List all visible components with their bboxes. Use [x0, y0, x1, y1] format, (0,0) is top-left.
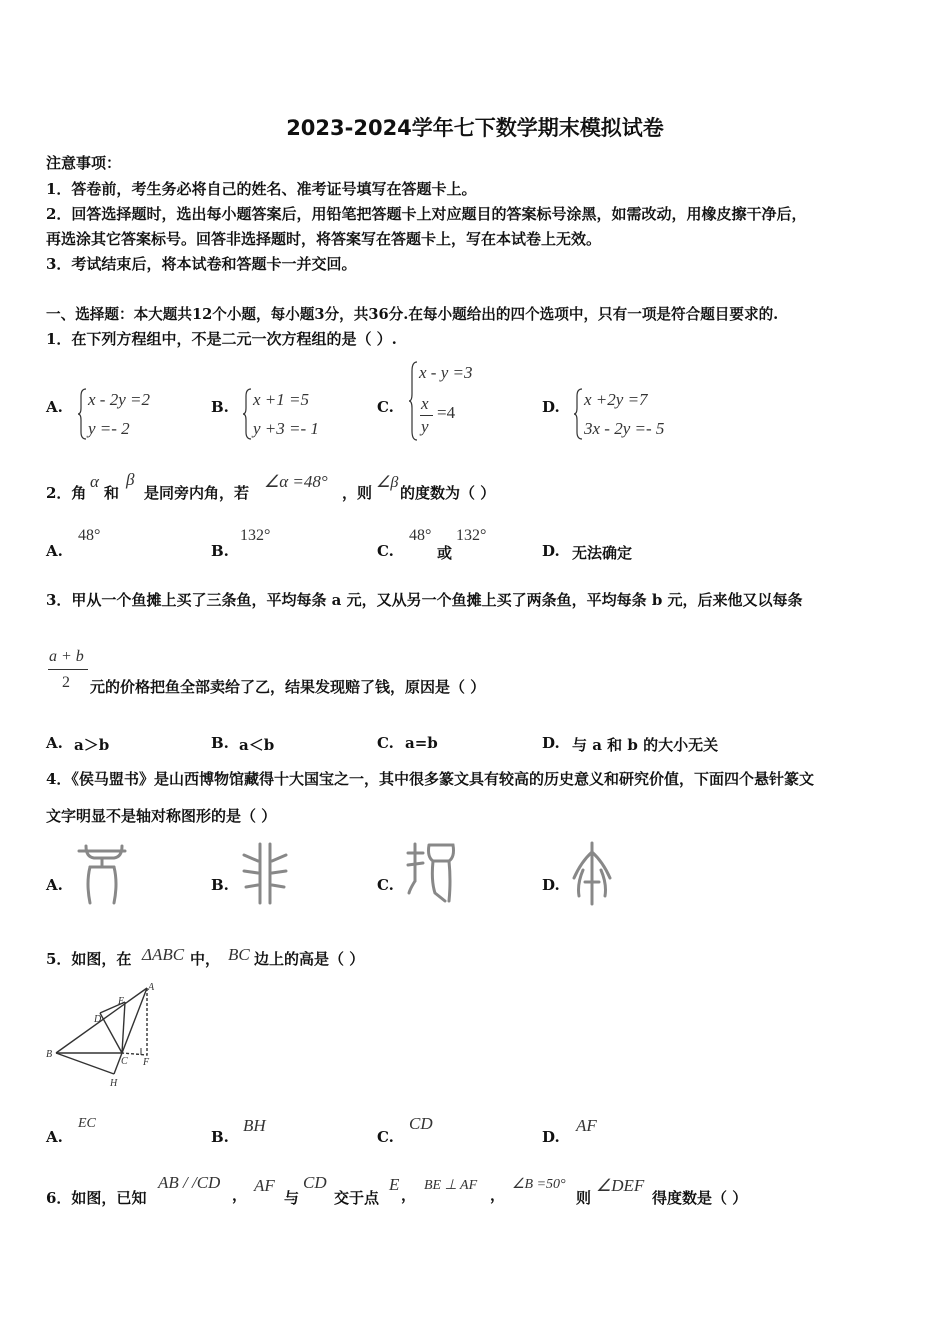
q2-option-c-label: C. [377, 542, 394, 560]
svg-text:E: E [118, 996, 125, 1007]
q2-option-c-value-1: 48° [409, 527, 432, 544]
q3-option-c: a=b [405, 734, 438, 752]
q3-option-d: 与 a 和 b 的大小无关 [572, 736, 719, 754]
brace-icon [409, 361, 418, 441]
q5-triangle-figure [44, 980, 160, 1092]
q5-option-c: CD [409, 1114, 433, 1133]
q5-option-a: EC [78, 1116, 96, 1131]
q4-line2: 文字明显不是轴对称图形的是（ ） [46, 807, 277, 825]
q2-option-b: 132° [240, 527, 271, 544]
q2-option-d: 无法确定 [572, 544, 633, 562]
q5-option-c-label: C. [377, 1128, 394, 1146]
brace-icon [78, 388, 87, 440]
brace-icon [243, 388, 252, 440]
q2-option-a-label: A. [46, 542, 63, 560]
q2-option-c-or: 或 [437, 544, 453, 562]
q2-option-d-label: D. [542, 542, 560, 560]
q3-option-a: a＞b [74, 736, 110, 754]
q3-option-b-label: B. [211, 734, 229, 752]
q3-line1: 3．甲从一个鱼摊上买了三条鱼，平均每条 a 元，又从另一个鱼摊上买了两条鱼，平均每条 b 元，后来他又以每条 [46, 591, 803, 609]
q5-option-d-label: D. [542, 1128, 560, 1146]
q3-option-c-label: C. [377, 734, 394, 752]
notice-item-2: 2．回答选择题时，选出每小题答案后，用铅笔把答题卡上对应题目的答案标号涂黑，如需改动，用橡皮擦干净后， [46, 205, 807, 223]
q3-option-a-label: A. [46, 734, 63, 752]
q1-option-d-label: D. [542, 398, 560, 416]
page-title: 2023-2024学年七下数学期末模拟试卷 [286, 116, 664, 140]
q4-option-c-label: C. [377, 876, 394, 894]
notice-heading: 注意事项： [46, 154, 122, 172]
q5-option-d: AF [576, 1116, 597, 1135]
svg-text:F: F [143, 1057, 150, 1068]
seal-script-glyph-a [76, 843, 128, 907]
svg-text:A: A [148, 982, 155, 993]
q4-option-b-label: B. [211, 876, 229, 894]
q1-option-c-label: C. [377, 398, 394, 416]
q2-option-b-label: B. [211, 542, 229, 560]
q5-option-b: BH [243, 1116, 266, 1135]
svg-text:C: C [121, 1056, 128, 1067]
q1-option-b-label: B. [211, 398, 229, 416]
brace-icon [574, 388, 583, 440]
q1-stem: 1．在下列方程组中，不是二元一次方程组的是（ ）. [46, 330, 397, 348]
q5-option-b-label: B. [211, 1128, 229, 1146]
seal-script-glyph-b [240, 841, 290, 907]
q4-option-d-label: D. [542, 876, 560, 894]
q3-fraction: a + b 2 [46, 648, 92, 694]
notice-item-3: 3．考试结束后，将本试卷和答题卡一并交回。 [46, 255, 357, 273]
q3-line2: 元的价格把鱼全部卖给了乙，结果发现赔了钱，原因是（ ） [90, 678, 486, 696]
seal-script-glyph-d [569, 840, 615, 908]
notice-item-1: 1．答卷前，考生务必将自己的姓名、准考证号填写在答题卡上。 [46, 180, 477, 198]
q3-option-d-label: D. [542, 734, 560, 752]
q2-option-c-value-2: 132° [456, 527, 487, 544]
q4-option-a-label: A. [46, 876, 63, 894]
q1-option-a-label: A. [46, 398, 63, 416]
svg-text:D: D [94, 1014, 102, 1025]
q2-option-a: 48° [78, 527, 101, 544]
notice-item-2-cont: 再选涂其它答案标号。回答非选择题时，将答案写在答题卡上，写在本试卷上无效。 [46, 230, 602, 248]
seal-script-glyph-c [405, 841, 459, 907]
q5-option-a-label: A. [46, 1128, 63, 1146]
svg-text:H: H [110, 1078, 118, 1089]
section-heading: 一、选择题：本大题共12个小题，每小题3分，共36分.在每小题给出的四个选项中，只有一项是符合题目要求的. [46, 306, 779, 323]
q3-option-b: a＜b [239, 736, 275, 754]
q4-line1: 4．《侯马盟书》是山西博物馆藏得十大国宝之一，其中很多篆文具有较高的历史意义和研究价值，下面四个悬针篆文 [46, 770, 814, 788]
svg-text:B: B [46, 1049, 53, 1060]
